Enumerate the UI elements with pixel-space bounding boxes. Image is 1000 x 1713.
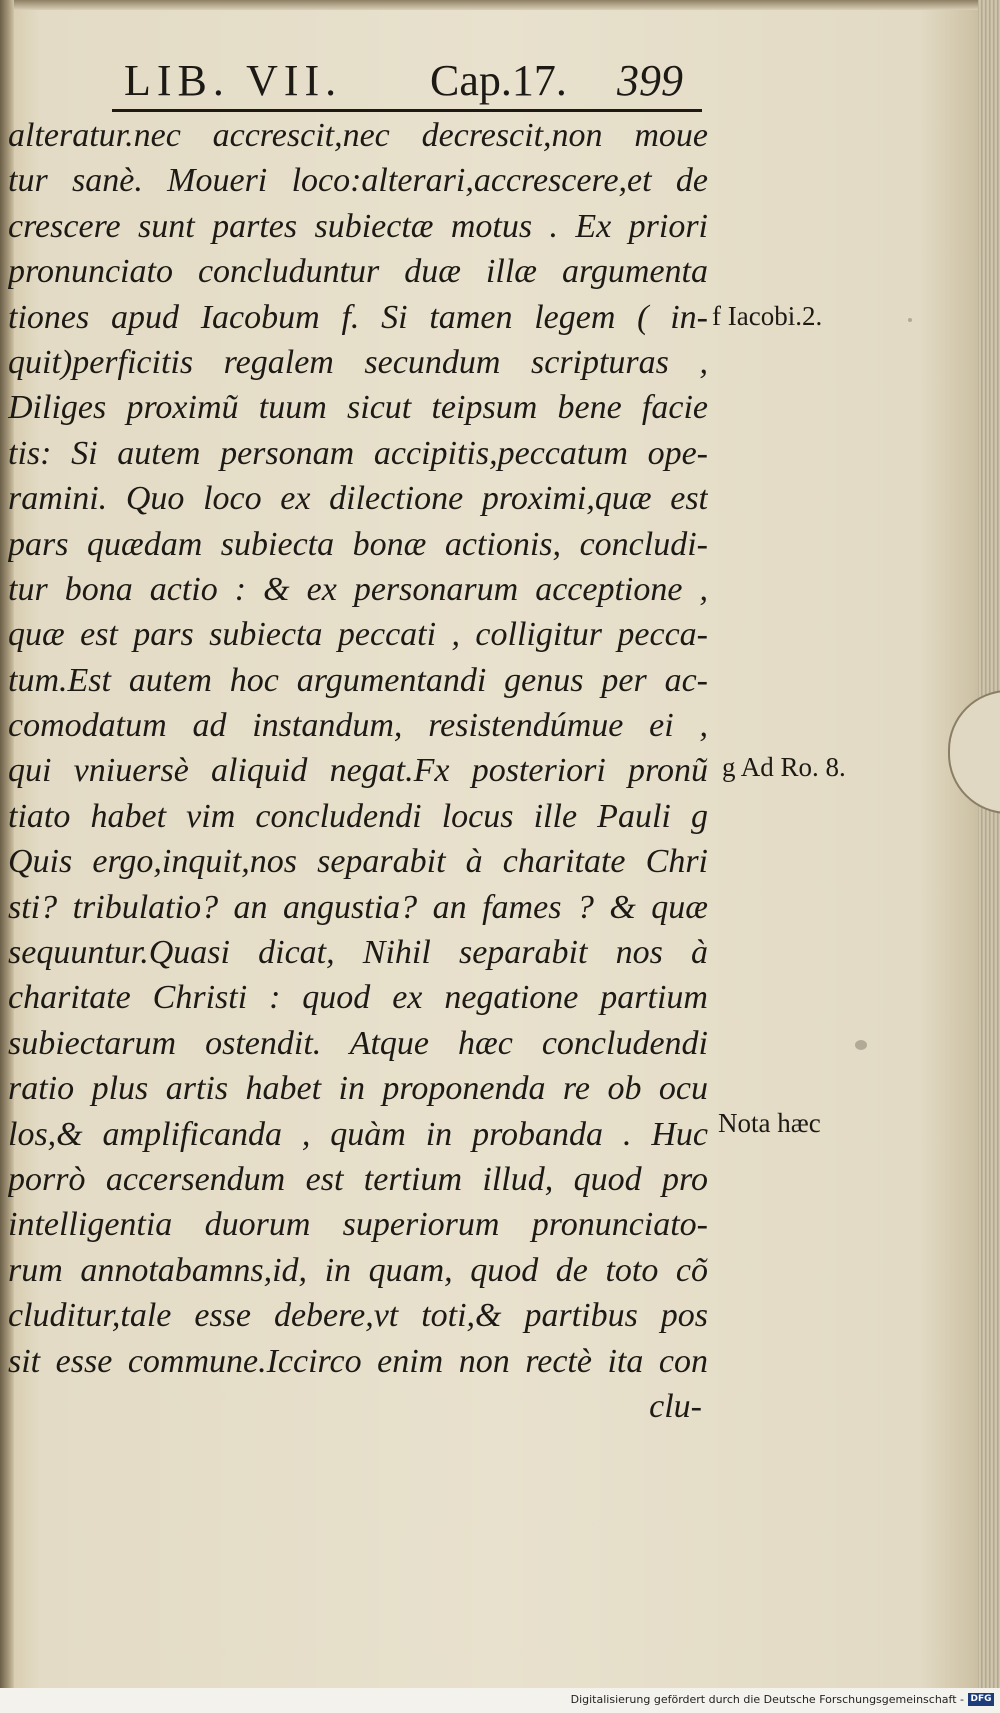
running-head-chapter: Cap.17.	[430, 56, 567, 105]
page-top-edge	[0, 0, 1000, 10]
text-line: alteratur.nec accrescit,nec decrescit,non moue	[8, 117, 708, 154]
marginal-note: g Ad Ro. 8.	[722, 752, 846, 782]
text-line: Diliges proximũ tuum sicut teipsum bene facie	[8, 389, 708, 427]
text-line: los,& amplificanda , quàm in probanda . Huc	[8, 1115, 708, 1153]
paper-fleck	[855, 1040, 867, 1050]
text-line: crescere sunt partes subiectæ motus . Ex priori	[8, 207, 708, 245]
text-line: tum.Est autem hoc argumentandi genus per ac-	[8, 661, 708, 699]
text-line: sti? tribulatio? an angustia? an fames ? & quæ	[8, 888, 708, 926]
text-line: ramini. Quo loco ex dilectione proximi,quæ est	[8, 480, 708, 518]
dfg-logo: DFG	[968, 1693, 994, 1706]
text-line: porrò accersendum est tertium illud, quod pro	[8, 1160, 708, 1198]
text-line: sit esse commune.Iccirco enim non rectè ita con	[8, 1342, 708, 1380]
footer-credit: Digitalisierung gefördert durch die Deutsche Forschungsgemeinschaft -	[570, 1693, 964, 1706]
text-line: intelligentia duorum superiorum pronunciato-	[8, 1206, 708, 1244]
text-line: Quis ergo,inquit,nos separabit à charitate Chri	[8, 843, 708, 881]
marginal-note: Nota hæc	[718, 1108, 821, 1138]
text-line: pars quædam subiecta bonæ actionis, concludi-	[8, 525, 708, 563]
marginal-note: f Iacobi.2.	[712, 301, 823, 331]
text-line: quit)perficitis regalem secundum scripturas ,	[8, 343, 708, 381]
text-line: charitate Christi : quod ex negatione partium	[8, 979, 708, 1017]
text-line: cluditur,tale esse debere,vt toti,& partibus pos	[8, 1297, 708, 1335]
text-line: quæ est pars subiecta peccati , colligitur pecca-	[8, 616, 708, 654]
page-number: 399	[617, 56, 683, 105]
running-head-book: LIB. VII.	[124, 56, 343, 105]
thumb-tab	[948, 690, 1000, 814]
text-line: tiato habet vim concludendi locus ille Pauli g	[8, 797, 708, 835]
text-line: comodatum ad instandum, resistendúmue ei ,	[8, 707, 708, 745]
catchword: clu-	[649, 1387, 702, 1425]
page-fore-edge	[978, 0, 1000, 1713]
running-head	[112, 55, 702, 112]
text-line: qui vniuersè aliquid negat.Fx posteriori pronũ	[8, 752, 708, 790]
text-line: pronunciato concluduntur duæ illæ argumenta	[8, 253, 708, 291]
body-text	[8, 113, 708, 1429]
text-line: tur bona actio : & ex personarum acceptione ,	[8, 570, 708, 608]
text-line: ratio plus artis habet in proponenda re ob ocu	[8, 1070, 708, 1108]
text-line: tur sanè. Moueri loco:alterari,accrescere,et de	[8, 162, 708, 200]
text-line: tis: Si autem personam accipitis,peccatum ope-	[8, 434, 708, 472]
text-line: tiones apud Iacobum f. Si tamen legem ( in-	[8, 298, 708, 336]
text-line: subiectarum ostendit. Atque hæc concludendi	[8, 1024, 708, 1062]
paper-fleck	[908, 318, 912, 322]
text-line: rum annotabamns,id, in quam, quod de toto cõ	[8, 1251, 708, 1289]
text-line: sequuntur.Quasi dicat, Nihil separabit nos à	[8, 934, 708, 972]
